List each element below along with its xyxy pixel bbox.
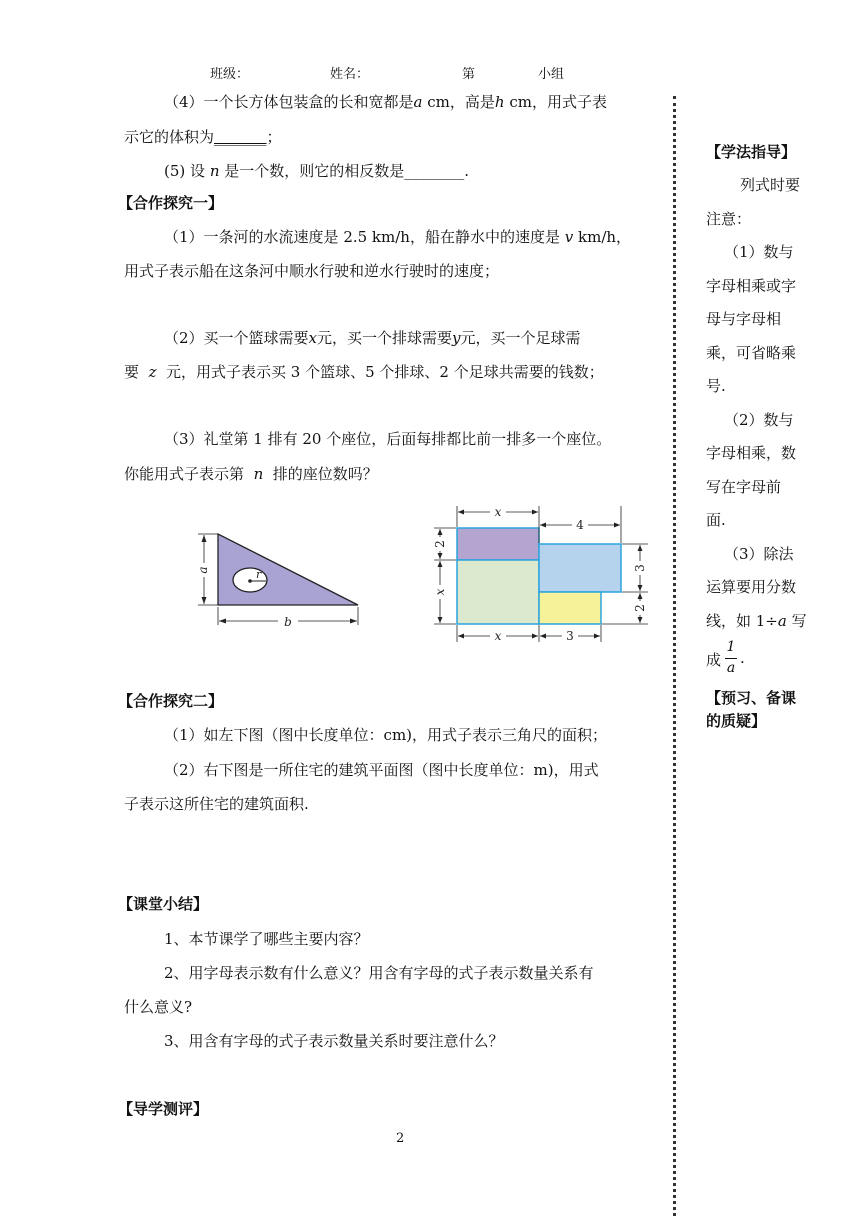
group-suffix: 小组 <box>538 67 565 82</box>
page-number: 2 <box>396 1131 405 1146</box>
summary-q2-line1: 2、用字母表示数有什么意义？用含有字母的式子表示数量关系有 <box>164 964 594 982</box>
sidebar-line: （3）除法 <box>724 545 794 563</box>
sidebar-line: 运算要用分数 <box>706 578 797 596</box>
sidebar-line: 号. <box>706 377 726 395</box>
label-b: b <box>284 615 292 629</box>
sidebar-line: 字母相乘，数 <box>706 444 797 462</box>
sidebar-line: . <box>740 649 745 667</box>
sidebar-line: 线，如 1÷a 写 <box>706 612 807 630</box>
sidebar-line: （1）数与 <box>724 243 794 261</box>
dim-left-x: x <box>433 588 447 596</box>
triangle-ruler-figure <box>190 525 370 633</box>
coop1-p1-line2: 用式子表示船在这条河中顺水行驶和逆水行驶时的速度； <box>124 262 500 280</box>
preview-q4-line1: （4）一个长方体包装盒的长和宽都是a cm，高是h cm，用式子表 <box>164 93 607 111</box>
fraction-numerator: 1 <box>726 639 736 655</box>
dim-right-2: 2 <box>633 604 647 612</box>
coop2-p1: （1）如左下图（图中长度单位：cm)，用式子表示三角尺的面积； <box>164 726 608 744</box>
preview-q4-line2: 示它的体积为_______； <box>124 128 282 146</box>
sidebar-title2-line1: 【预习、备课 <box>706 689 797 707</box>
column-divider <box>673 96 676 1216</box>
dim-right-3: 3 <box>633 564 647 572</box>
coop2-p2-line1: （2）右下图是一所住宅的建筑平面图（图中长度单位：m)，用式 <box>164 761 599 779</box>
sidebar-line: 面. <box>706 511 726 529</box>
dim-left-2: 2 <box>433 540 447 548</box>
coop1-p2-line1: （2）买一个篮球需要x元，买一个排球需要y元，买一个足球需 <box>164 329 581 347</box>
room-green <box>457 560 539 624</box>
coop1-title: 【合作探究一】 <box>118 194 224 212</box>
dim-bottom-x: x <box>494 629 502 643</box>
test-title: 【导学测评】 <box>118 1100 209 1118</box>
dim-top-4: 4 <box>576 518 584 532</box>
summary-q2-line2: 什么意义? <box>124 998 193 1016</box>
room-purple <box>457 528 539 560</box>
summary-q3: 3、用含有字母的式子表示数量关系时要注意什么？ <box>164 1032 504 1050</box>
coop1-p3-line1: （3）礼堂第 1 排有 20 个座位，后面每排都比前一排多一个座位。 <box>164 430 612 448</box>
class-label: 班级： <box>210 67 250 82</box>
fraction-denominator: a <box>726 660 736 676</box>
label-a: a <box>196 566 210 574</box>
name-label: 姓名： <box>330 67 370 82</box>
fraction-bar <box>725 658 737 659</box>
sidebar-line: （2）数与 <box>724 411 794 429</box>
sidebar-title: 【学法指导】 <box>706 143 797 161</box>
preview-q5: (5) 设 n 是一个数，则它的相反数是________. <box>164 162 470 180</box>
sidebar-line: 母与字母相 <box>706 310 782 328</box>
sidebar-line: 成 <box>706 651 722 669</box>
room-blue <box>539 544 621 592</box>
dim-bottom-3: 3 <box>566 629 574 643</box>
sidebar-line: 列式时要 <box>740 176 801 194</box>
triangle-shape <box>218 534 358 605</box>
floor-plan-figure <box>428 500 660 648</box>
room-yellow <box>539 592 601 624</box>
sidebar-line: 字母相乘或字 <box>706 277 797 295</box>
coop1-p1-line1: （1）一条河的水流速度是 2.5 km/h，船在静水中的速度是 v km/h， <box>164 228 632 246</box>
coop2-title: 【合作探究二】 <box>118 692 224 710</box>
summary-q1: 1、本节课学了哪些主要内容？ <box>164 930 369 948</box>
dim-top-x: x <box>494 505 502 519</box>
coop2-p2-line2: 子表示这所住宅的建筑面积. <box>124 795 309 813</box>
coop1-p2-line2: 要 z 元，用式子表示买 3 个篮球、5 个排球、2 个足球共需要的钱数； <box>124 363 604 381</box>
sidebar-title2-line2: 的质疑】 <box>706 712 767 730</box>
sidebar-line: 写在字母前 <box>706 478 782 496</box>
label-r: r <box>256 568 262 581</box>
coop1-p3-line2: 你能用式子表示第 n 排的座位数吗？ <box>124 465 378 483</box>
sidebar-line: 乘，可省略乘 <box>706 344 797 362</box>
sidebar-line: 注意： <box>706 210 752 228</box>
group-prefix: 第 <box>462 67 476 82</box>
summary-title: 【课堂小结】 <box>118 895 209 913</box>
